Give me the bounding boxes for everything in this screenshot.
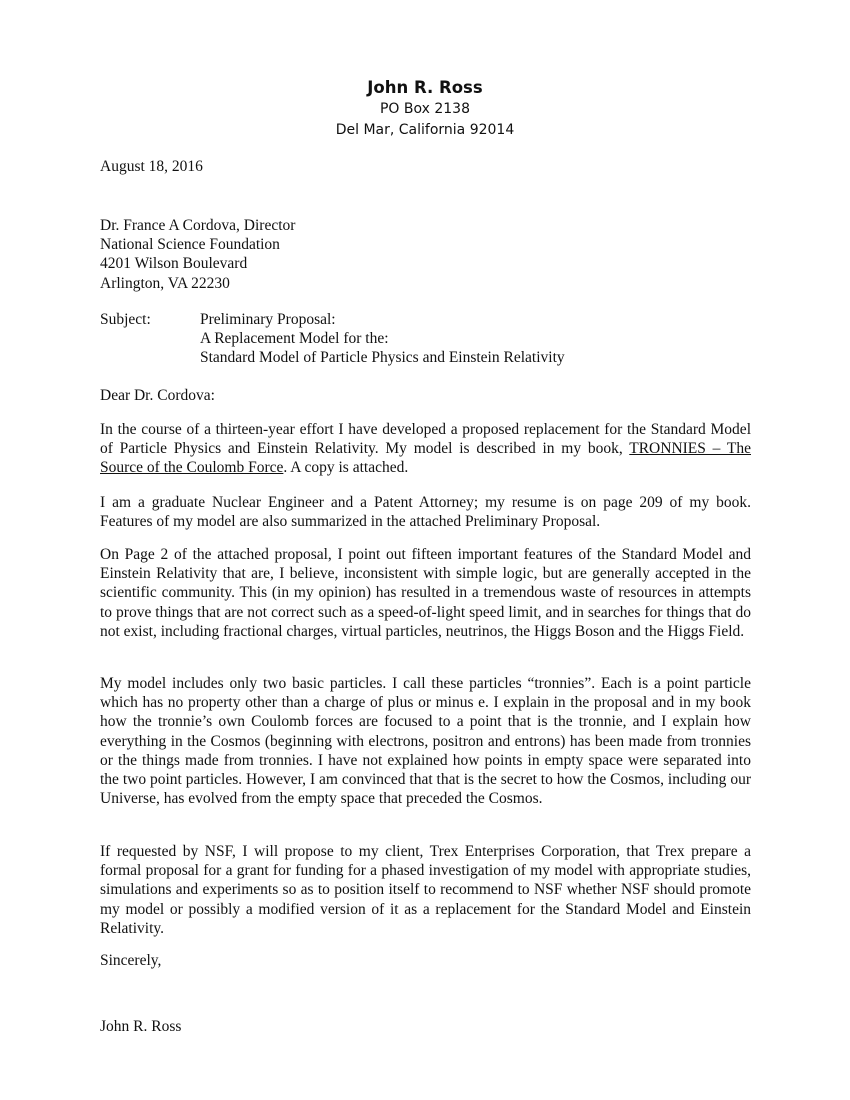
body-paragraph-3 [100,545,751,641]
signature-block [100,1017,751,1036]
subject-label: Subject: [100,311,151,328]
signature-name: John R. Ross [100,1018,182,1035]
recipient-line1: Dr. France A Cordova, Director [100,217,296,234]
letter-date [100,157,751,176]
recipient-line3: 4201 Wilson Boulevard [100,255,248,273]
letterhead-address-line1: PO Box 2138 [379,101,470,117]
body-paragraph-5 [100,842,751,938]
letterhead [0,76,850,140]
body-paragraph-4 [100,674,751,808]
subject-line1: Preliminary Proposal: [200,311,336,328]
paragraph2-text: I am a graduate Nuclear Engineer and a Patent Attorney; my resume is on page 209 of my book. Features of my model are also summarized in the attached Preliminary Proposal. [100,494,751,531]
date-text: August 18, 2016 [100,158,203,175]
recipient-line2: National Science Foundation [100,236,280,254]
closing-text: Sincerely, [100,952,162,969]
letterhead-address-line2: Del Mar, California 92014 [335,121,515,138]
recipient-address [100,216,751,293]
subject-line2: A Replacement Model for the: [200,330,389,348]
salutation-text: Dear Dr. Cordova: [100,387,215,404]
book-title: TRONNIES – The Source of the Coulomb Force [100,440,751,477]
subject-lines [200,310,700,368]
body-paragraph-2 [100,493,751,531]
paragraph4-text: My model includes only two basic particles. I call these particles “tronnies”. Each is a point particle which has no property other than a charge of plus or minus e. I explain in the proposal and in my book how the tronnie’s own Coulomb forces are focused to a point that is the tronnie, and I explain how everything in the Cosmos (beginning with electrons, positron and entrons) has been made from tronnies or the things made from tronnies. I have not explained how points in empty space were separated into the two point particles. However, I am convinced that that is the secret to how the Cosmos, including our Universe, has evolved from the empty space that preceded the Cosmos. [100,675,751,808]
salutation [100,386,751,405]
paragraph1-text-before: In the course of a thirteen-year effort I have developed a proposed replacement for the Standard Model of Particle Physics and Einstein Relativity. My model is described in my book, [100,421,751,458]
paragraph5-text: If requested by NSF, I will propose to my client, Trex Enterprises Corporation, that Trex prepare a formal proposal for a grant for funding for a phased investigation of my model with appropriate studies, simulations and experiments so as to position itself to recommend to NSF whether NSF should promote my model or possibly a modified version of it as a replacement for the Standard Model and Einstein Relativity. [100,843,751,937]
paragraph1-text-after: . A copy is attached. [283,459,409,477]
letterhead-name: John R. Ross [367,78,483,97]
body-paragraph-1 [100,420,751,478]
recipient-line4: Arlington, VA 22230 [100,274,230,292]
closing [100,951,751,970]
subject-line3: Standard Model of Particle Physics and Einstein Relativity [200,349,565,367]
paragraph3-text: On Page 2 of the attached proposal, I point out fifteen important features of the Standard Model and Einstein Relativity that are, I believe, inconsistent with simple logic, but are generally accepted in the scientific community. This (in my opinion) has resulted in a tremendous waste of resources in attempts to prove things that are not correct such as a speed-of-light speed limit, and in searches for things that do not exist, including fractional charges, virtual particles, neutrinos, the Higgs Boson and the Higgs Field. [100,546,751,640]
